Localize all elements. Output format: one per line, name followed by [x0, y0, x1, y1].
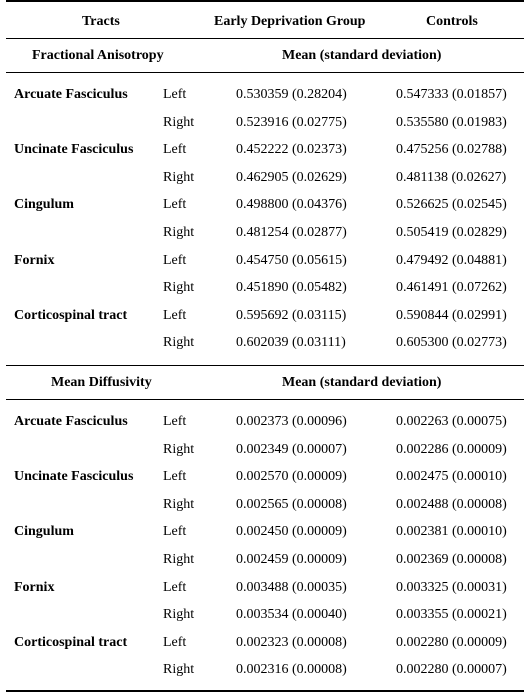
side-label: Left — [163, 413, 187, 429]
tract-name: Uncinate Fasciculus — [14, 469, 134, 485]
early-deprivation-value: 0.003488 (0.00035) — [236, 579, 347, 595]
table-row — [6, 463, 524, 491]
table-row — [6, 247, 524, 275]
fa-section-header — [6, 39, 524, 73]
early-deprivation-value: 0.002323 (0.00008) — [236, 634, 347, 650]
controls-value: 0.481138 (0.02627) — [396, 169, 507, 185]
tract-name: Fornix — [14, 579, 55, 595]
controls-value: 0.002488 (0.00008) — [396, 496, 507, 512]
side-label: Left — [163, 469, 187, 485]
table-row — [6, 601, 524, 629]
early-deprivation-value: 0.003534 (0.00040) — [236, 607, 347, 623]
tract-name: Cingulum — [14, 524, 74, 540]
controls-value: 0.002369 (0.00008) — [396, 551, 507, 567]
table-row — [6, 219, 524, 247]
early-deprivation-value: 0.452222 (0.02373) — [236, 142, 347, 158]
early-deprivation-value: 0.602039 (0.03111) — [236, 335, 346, 351]
early-deprivation-value: 0.002450 (0.00009) — [236, 524, 347, 540]
table-row — [6, 491, 524, 519]
table-row — [6, 164, 524, 192]
early-deprivation-value: 0.002459 (0.00009) — [236, 551, 347, 567]
controls-value: 0.003325 (0.00031) — [396, 579, 507, 595]
early-deprivation-value: 0.002373 (0.00096) — [236, 413, 347, 429]
table-row — [6, 629, 524, 657]
fa-stat-label: Mean (standard deviation) — [282, 48, 442, 63]
table-row — [6, 302, 524, 330]
side-label: Left — [163, 252, 187, 268]
tract-name: Cingulum — [14, 197, 74, 213]
side-label: Left — [163, 579, 187, 595]
side-label: Right — [163, 551, 195, 567]
table-row — [6, 109, 524, 137]
early-deprivation-value: 0.530359 (0.28204) — [236, 87, 347, 102]
side-label: Right — [163, 662, 195, 678]
table-row — [6, 274, 524, 302]
table-row — [6, 546, 524, 574]
tract-name: Arcuate Fasciculus — [14, 87, 128, 102]
tract-name: Fornix — [14, 252, 55, 268]
side-label: Left — [163, 142, 187, 158]
header-tracts: Tracts — [82, 14, 120, 29]
controls-value: 0.590844 (0.02991) — [396, 307, 507, 323]
side-label: Right — [163, 335, 195, 351]
header-early-deprivation: Early Deprivation Group — [214, 14, 366, 29]
table-row — [6, 191, 524, 219]
controls-value: 0.547333 (0.01857) — [396, 87, 507, 102]
controls-value: 0.605300 (0.02773) — [396, 335, 507, 351]
controls-value: 0.002263 (0.00075) — [396, 413, 507, 429]
tract-name: Uncinate Fasciculus — [14, 142, 134, 158]
table-row — [6, 329, 524, 357]
side-label: Right — [163, 224, 195, 240]
controls-value: 0.535580 (0.01983) — [396, 114, 507, 130]
side-label: Right — [163, 496, 195, 512]
results-table — [6, 0, 524, 692]
controls-value: 0.526625 (0.02545) — [396, 197, 507, 213]
table-row — [6, 81, 524, 109]
side-label: Left — [163, 307, 187, 323]
table-header-row — [6, 2, 524, 39]
controls-value: 0.002280 (0.00007) — [396, 662, 507, 678]
side-label: Right — [163, 169, 195, 185]
md-stat-label: Mean (standard deviation) — [282, 374, 442, 390]
early-deprivation-value: 0.523916 (0.02775) — [236, 114, 347, 130]
fa-section-body — [6, 81, 524, 357]
controls-value: 0.003355 (0.00021) — [396, 607, 507, 623]
md-section-title: Mean Diffusivity — [51, 374, 152, 390]
early-deprivation-value: 0.002570 (0.00009) — [236, 469, 347, 485]
early-deprivation-value: 0.595692 (0.03115) — [236, 307, 347, 323]
early-deprivation-value: 0.454750 (0.05615) — [236, 252, 347, 268]
controls-value: 0.002381 (0.00010) — [396, 524, 507, 540]
early-deprivation-value: 0.002565 (0.00008) — [236, 496, 347, 512]
table-row — [6, 656, 524, 684]
tract-name: Corticospinal tract — [14, 634, 128, 650]
tract-name: Arcuate Fasciculus — [14, 413, 128, 429]
early-deprivation-value: 0.002316 (0.00008) — [236, 662, 347, 678]
side-label: Left — [163, 524, 187, 540]
fa-section-title: Fractional Anisotropy — [32, 48, 164, 63]
side-label: Left — [163, 634, 187, 650]
side-label: Right — [163, 114, 195, 130]
side-label: Left — [163, 87, 187, 102]
table-row — [6, 136, 524, 164]
header-controls: Controls — [426, 14, 478, 29]
tract-name: Corticospinal tract — [14, 307, 128, 323]
side-label: Right — [163, 441, 195, 457]
early-deprivation-value: 0.451890 (0.05482) — [236, 280, 347, 296]
table-row — [6, 436, 524, 464]
early-deprivation-value: 0.481254 (0.02877) — [236, 224, 347, 240]
controls-value: 0.002475 (0.00010) — [396, 469, 507, 485]
table-row — [6, 518, 524, 546]
controls-value: 0.505419 (0.02829) — [396, 224, 507, 240]
controls-value: 0.475256 (0.02788) — [396, 142, 507, 158]
controls-value: 0.002286 (0.00009) — [396, 441, 507, 457]
side-label: Right — [163, 607, 195, 623]
md-section-body — [6, 408, 524, 684]
controls-value: 0.461491 (0.07262) — [396, 280, 507, 296]
early-deprivation-value: 0.498800 (0.04376) — [236, 197, 347, 213]
controls-value: 0.479492 (0.04881) — [396, 252, 507, 268]
table-row — [6, 408, 524, 436]
side-label: Left — [163, 197, 187, 213]
early-deprivation-value: 0.002349 (0.00007) — [236, 441, 347, 457]
controls-value: 0.002280 (0.00009) — [396, 634, 507, 650]
table-row — [6, 574, 524, 602]
md-section-header — [6, 366, 524, 400]
side-label: Right — [163, 280, 195, 296]
early-deprivation-value: 0.462905 (0.02629) — [236, 169, 347, 185]
